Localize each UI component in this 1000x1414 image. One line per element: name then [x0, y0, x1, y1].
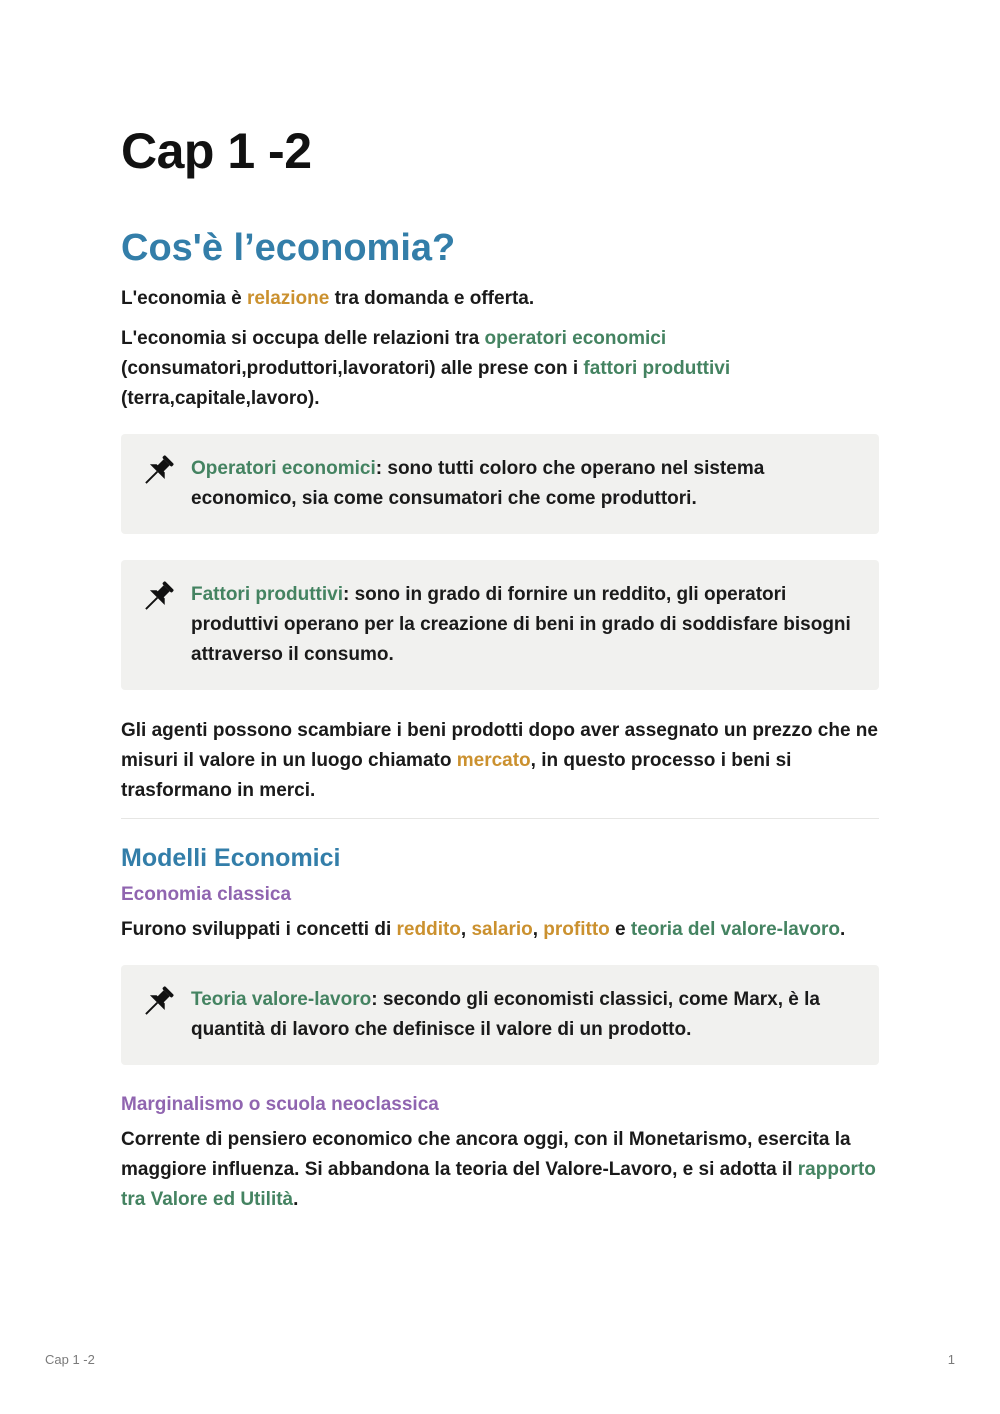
highlight-operatori: operatori economici: [484, 328, 667, 349]
callout-term: Operatori economici: [191, 458, 376, 479]
callout-teoria-valore-lavoro: [121, 965, 879, 1065]
text-span: .: [839, 919, 846, 940]
callout-text: [191, 454, 855, 514]
subheading-marginalismo: Marginalismo o scuola neoclassica: [121, 1094, 439, 1115]
text-span: (consumatori,produttori,lavoratori) alle prese con i: [121, 358, 584, 379]
text-span: ,: [532, 919, 544, 940]
text-span: Furono sviluppati i concetti di: [121, 919, 397, 940]
page-title: Cap 1 -2: [121, 123, 312, 179]
text-span: Corrente di pensiero economico che ancora oggi, con il Monetarismo, esercita la maggiore influenza. Si abbandona la teoria del Valore-Lavoro, e si adotta il: [121, 1129, 851, 1180]
text-span: .: [293, 1189, 299, 1210]
callout-fattori-produttivi: [121, 560, 879, 690]
pushpin-icon: [139, 578, 177, 616]
callout-term: Teoria valore-lavoro: [191, 989, 372, 1010]
paragraph-definizione: [121, 284, 879, 314]
pushpin-icon: [139, 452, 177, 490]
footer-doc-title: Cap 1 -2: [45, 1352, 95, 1367]
callout-operatori-economici: [121, 434, 879, 534]
callout-text: [191, 985, 855, 1045]
footer-page-number: 1: [947, 1352, 955, 1367]
callout-term: Fattori produttivi: [191, 584, 343, 605]
callout-body: : sono in grado di fornire un reddito, gli operatori produttivi operano per la creazione di beni in grado di soddisfare bisogni attraverso il consumo.: [191, 584, 851, 665]
highlight-relazione: relazione: [246, 288, 330, 309]
highlight-profitto: profitto: [543, 919, 610, 940]
divider: [121, 818, 879, 819]
callout-body: : sono tutti coloro che operano nel sistema economico, sia come consumatori che come produttori.: [191, 458, 765, 509]
highlight-salario: salario: [471, 919, 533, 940]
callout-body: : secondo gli economisti classici, come Marx, è la quantità di lavoro che definisce il valore di un prodotto.: [191, 989, 820, 1040]
paragraph-classica: [121, 915, 879, 945]
text-span: e: [609, 919, 631, 940]
paragraph-marginalismo: [121, 1125, 879, 1215]
paragraph-relazioni: [121, 324, 879, 414]
highlight-rapporto: rapporto tra Valore ed Utilità: [121, 1159, 876, 1210]
text-span: L'economia è: [121, 288, 247, 309]
text-span: tra domanda e offerta.: [329, 288, 535, 309]
section-heading-economia: Cos'è l’economia?: [121, 227, 456, 269]
callout-text: [191, 580, 855, 670]
paragraph-mercato: [121, 716, 879, 806]
text-span: Gli agenti possono scambiare i beni prodotti dopo aver assegnato un prezzo che ne misuri il valore in un luogo chiamato: [121, 720, 878, 771]
highlight-reddito: reddito: [396, 919, 461, 940]
highlight-teoria: teoria del valore-lavoro: [630, 919, 840, 940]
page-content: [121, 118, 879, 1225]
text-span: ,: [460, 919, 472, 940]
text-span: , in questo processo i beni si trasformano in merci.: [121, 750, 792, 801]
highlight-mercato: mercato: [456, 750, 531, 771]
highlight-fattori: fattori produttivi: [583, 358, 731, 379]
text-span: (terra,capitale,lavoro).: [121, 388, 320, 409]
text-span: L'economia si occupa delle relazioni tra: [121, 328, 485, 349]
subheading-economia-classica: Economia classica: [121, 884, 292, 905]
section-heading-modelli: Modelli Economici: [121, 844, 341, 872]
pushpin-icon: [139, 983, 177, 1021]
